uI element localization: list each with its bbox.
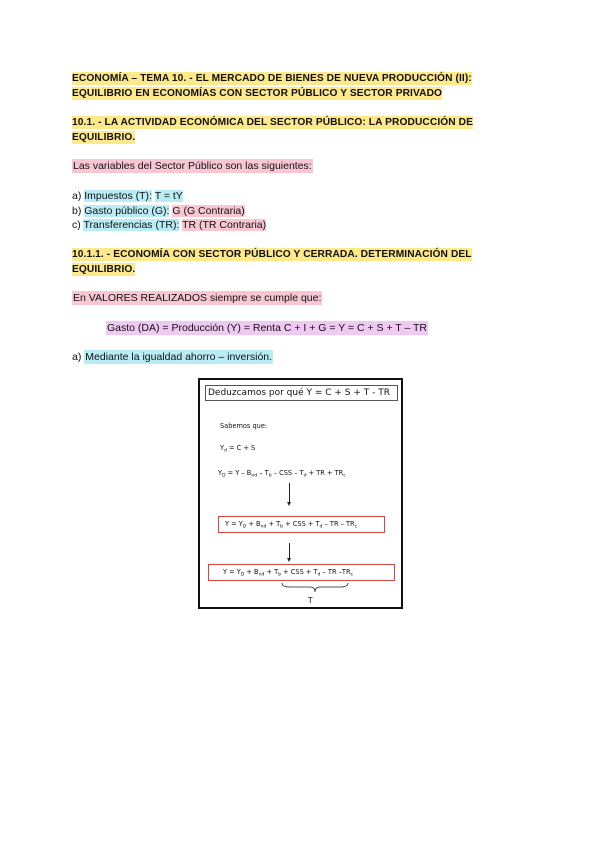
realized-values-text: En VALORES REALIZADOS siempre se cumple que:	[73, 292, 322, 304]
arrow-head-2-icon	[287, 558, 291, 562]
section-2-line-1: 10.1.1. - ECONOMÍA CON SECTOR PÚBLICO Y CERRADA. DETERMINACIÓN DEL	[72, 249, 472, 260]
arrow-down-2	[289, 543, 290, 559]
variables-list	[72, 189, 532, 233]
figure-brace-label: T	[308, 596, 313, 605]
figure-brace	[280, 582, 350, 594]
section-1-line-1: 10.1. - LA ACTIVIDAD ECONÓMICA DEL SECTOR PÚBLICO: LA PRODUCCIÓN DE	[72, 117, 474, 128]
method-paragraph	[72, 350, 532, 365]
intro-paragraph	[72, 159, 532, 174]
variable-item	[72, 204, 532, 219]
section-10-1-1-heading	[72, 247, 532, 277]
equation-text: Gasto (DA) = Producción (Y) = Renta C + I + G = Y = C + S + T – TR	[107, 322, 428, 334]
equilibrium-equation	[106, 321, 546, 336]
section-10-1-heading	[72, 115, 532, 145]
figure-equation-yd-expanded: $Y_D = Y - B_{nd} - T_b$ – CSS – $T_d$ + TR + $TR_c$	[218, 469, 346, 479]
method-text: Mediante la igualdad ahorro – inversión.	[85, 351, 273, 363]
intro-text: Las variables del Sector Público son las siguientes:	[73, 160, 312, 172]
figure-title: Deduzcamos por qué Y = C + S + T - TR	[205, 385, 398, 401]
section-2-line-2: EQUILIBRIO.	[72, 264, 136, 275]
section-1-line-2: EQUILIBRIO.	[72, 132, 136, 143]
title-line-2: EQUILIBRIO EN ECONOMÍAS CON SECTOR PÚBLICO Y SECTOR PRIVADO	[72, 88, 443, 99]
arrow-down-1	[289, 483, 290, 503]
variable-name: Gasto público (G):	[84, 204, 170, 217]
figure-result-box-1: $Y = Y_D + B_{nd} + T_b$ + CSS + $T_d$ – TR – $TR_c$	[218, 516, 385, 533]
variable-value: T = tY	[154, 190, 183, 202]
realized-values-paragraph	[72, 291, 532, 306]
variable-item	[72, 218, 532, 233]
derivation-figure	[198, 378, 403, 609]
variable-value: TR (TR Contraria)	[182, 219, 267, 231]
variable-value: G (G Contraria)	[172, 204, 245, 217]
figure-known-label: Sabemos que:	[220, 422, 268, 430]
variable-item	[72, 189, 532, 204]
arrow-head-1-icon	[287, 502, 291, 506]
method-prefix: a)	[72, 351, 85, 363]
figure-equation-yd: $Y_d = C + S$	[220, 444, 256, 454]
variable-prefix: c)	[72, 219, 84, 231]
figure-result-box-2: $Y = Y_D + B_{nd} + T_b$ + CSS + $T_d$ – TR $-TR_c$	[208, 564, 395, 581]
variable-name: Transferencias (TR):	[83, 219, 180, 231]
variable-prefix: a)	[72, 190, 85, 202]
variable-prefix: b)	[72, 204, 85, 217]
title-line-1: ECONOMÍA – TEMA 10. - EL MERCADO DE BIENES DE NUEVA PRODUCCIÓN (II):	[72, 73, 472, 84]
variable-name: Impuestos (T):	[84, 190, 152, 202]
document-title	[72, 71, 532, 101]
